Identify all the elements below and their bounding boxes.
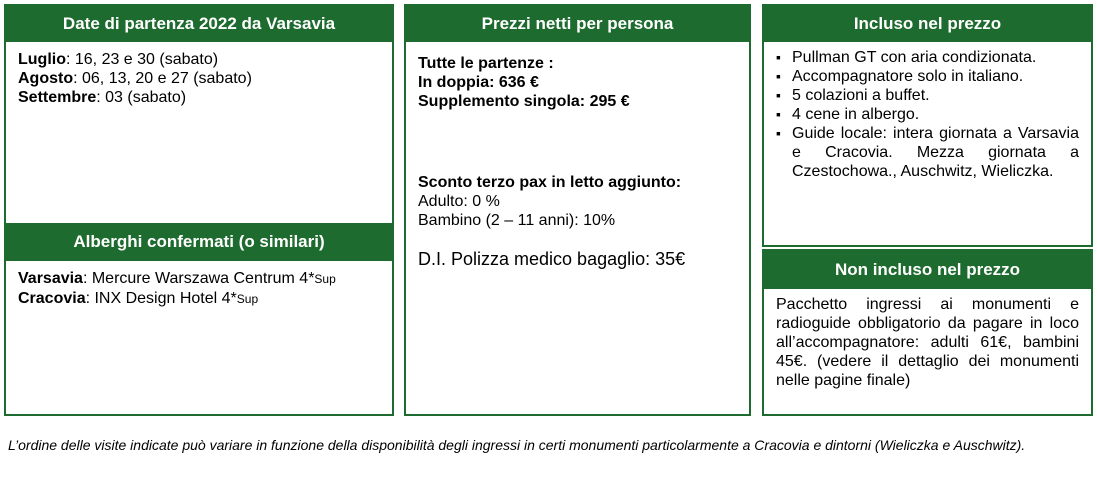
insurance-text: D.I. Polizza medico bagaglio: 35€ [418, 249, 686, 269]
all-departures-label: Tutte le partenze : [418, 55, 554, 72]
included-list [776, 48, 1079, 181]
footnote: L’ordine delle visite indicate può variare in funzione della disponibilità degli ingressi in certi monumenti particolarmente a Cracovia e dintorni (Wieliczka e Auschwitz). [8, 437, 1026, 453]
departures-hotels-panel [4, 4, 394, 416]
list-item: ▪ Guide locale: intera giornata a Varsavia e Cracovia. Mezza giornata a Czestochowa., Auschwitz, Wieliczka. [776, 124, 1079, 181]
included-header: Incluso nel prezzo [764, 6, 1091, 42]
prices-panel [404, 4, 751, 416]
prices-header: Prezzi netti per persona [406, 6, 749, 42]
discount-title: Sconto terzo pax in letto aggiunto: [418, 174, 682, 191]
list-item: ▪ 5 colazioni a buffet. [776, 86, 1079, 105]
list-item: ▪ 4 cene in albergo. [776, 105, 1079, 124]
not-included-header: Non incluso nel prezzo [764, 251, 1091, 289]
not-included-text: Pacchetto ingressi ai monumenti e radioguide obbligatorio da pagare in loco all’accompagnatore: adulti 61€, bambini 45€. (vedere il dettaglio dei monumenti nelle pagine finale) [776, 296, 1079, 389]
child-discount: Bambino (2 – 11 anni): 10% [418, 212, 616, 229]
hotels-list [6, 261, 392, 317]
list-item: ▪ Pullman GT con aria condizionata. [776, 48, 1079, 67]
not-included-panel [762, 249, 1093, 416]
departures-header: Date di partenza 2022 da Varsavia [6, 6, 392, 42]
departure-dates [6, 42, 392, 223]
hotel-row: Cracovia: INX Design Hotel 4*Sup [18, 290, 259, 307]
adult-discount: Adulto: 0 % [418, 193, 500, 210]
included-panel [762, 4, 1093, 247]
date-row: Agosto: 06, 13, 20 e 27 (sabato) [18, 70, 252, 87]
list-item: ▪ Accompagnatore solo in italiano. [776, 67, 1079, 86]
single-supplement: Supplemento singola: 295 € [418, 93, 630, 110]
prices-body [406, 42, 749, 277]
hotel-row: Varsavia: Mercure Warszawa Centrum 4*Sup [18, 270, 336, 287]
date-row: Settembre: 03 (sabato) [18, 89, 187, 106]
hotels-header: Alberghi confermati (o similari) [6, 223, 392, 261]
date-row: Luglio: 16, 23 e 30 (sabato) [18, 51, 219, 68]
double-price: In doppia: 636 € [418, 74, 539, 91]
